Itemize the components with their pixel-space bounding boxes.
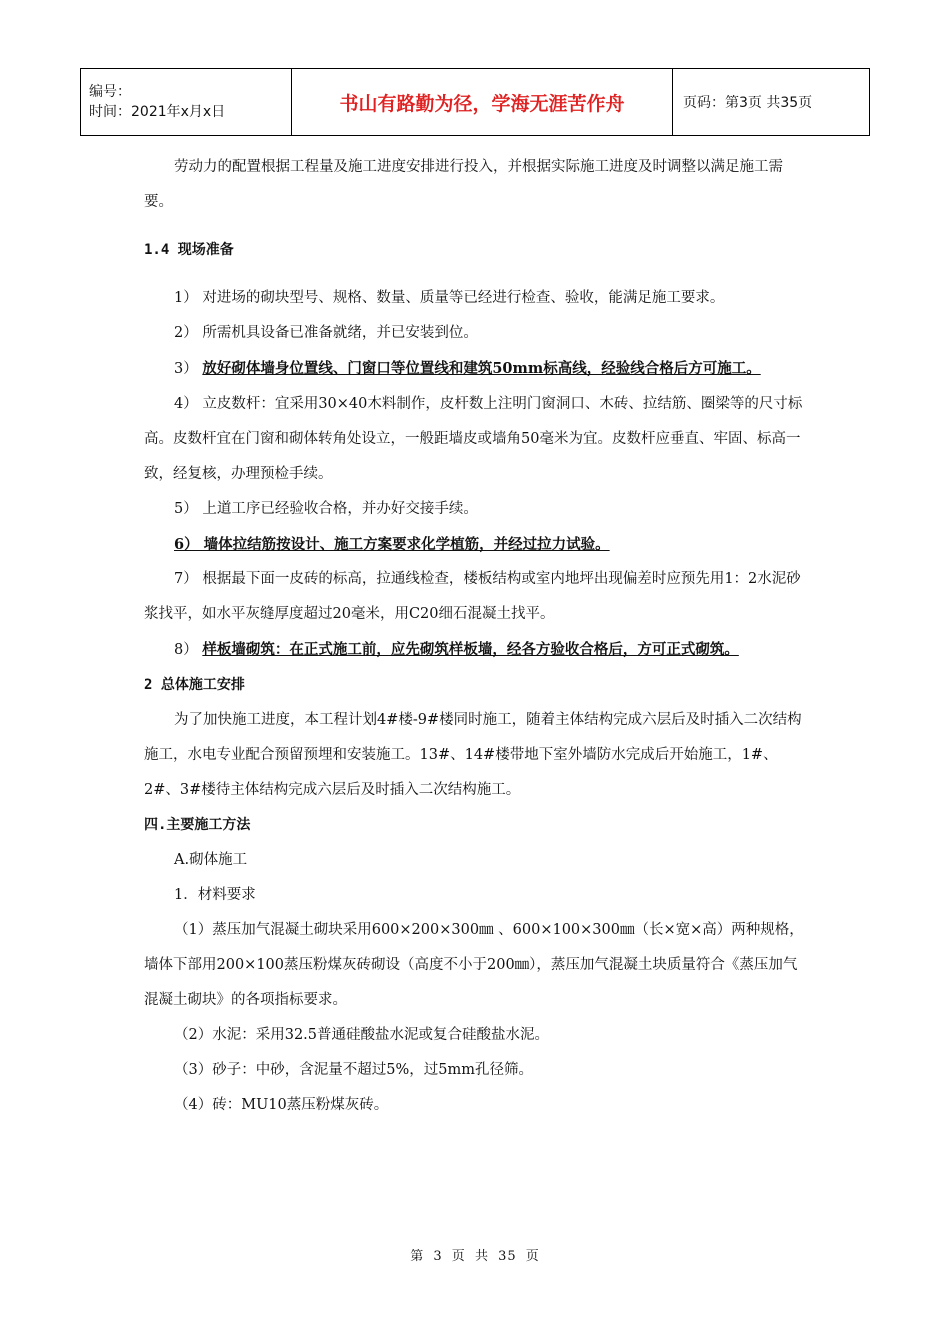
footer-page-number: 3 (433, 1249, 443, 1264)
document-date: 时间：2021年x月x日 (89, 104, 226, 120)
list-item-5: 5） 上道工序已经验收合格，并办好交接手续。 (174, 501, 478, 517)
paragraph-labor: 劳动力的配置根据工程量及施工进度安排进行投入，并根据实际施工进度及时调整以满足施工需要。 (144, 159, 783, 210)
list-item-3 (144, 351, 809, 387)
list-item-3-text: 放好砌体墙身位置线、门窗口等位置线和建筑50mm标高线，经验线合格后方可施工。 (202, 360, 761, 377)
footer-total-prefix: 共 (474, 1249, 489, 1264)
list-item-8-number: 8） (174, 642, 203, 658)
subsection-masonry: A.砌体施工 (174, 852, 248, 868)
material-item-3: （3）砂子：中砂，含泥量不超过5%，过5mm孔径筛。 (174, 1062, 533, 1078)
document-number-label: 编号： (89, 84, 131, 100)
subsection-materials: 1．材料要求 (174, 887, 256, 903)
material-item-1: （1）蒸压加气混凝土砌块采用600×200×300㎜ 、600×100×300㎜（长×宽×高）两种规格，墙体下部用200×100蒸压粉煤灰砖砌设（高度不小于200㎜），蒸压加气混凝土块质量符合《蒸压加气混凝土砌块》的各项指标要求。 (144, 922, 804, 1008)
list-item-3-number: 3） (174, 361, 203, 377)
list-item-8-text: 样板墙砌筑：在正式施工前，应先砌筑样板墙，经各方验收合格后，方可正式砌筑。 (202, 641, 739, 658)
list-item-4: 4） 立皮数杆：宜采用30×40木料制作，皮杆数上注明门窗洞口、木砖、拉结筋、圈梁等的尺寸标高。皮数杆宜在门窗和砌体转角处设立，一般距墙皮或墙角50毫米为宜。皮数杆应垂直、牢固、标高一致，经复核，办理预检手续。 (144, 396, 803, 482)
paragraph-arrangement: 为了加快施工进度，本工程计划4#楼-9#楼同时施工，随着主体结构完成六层后及时插入二次结构施工，水电专业配合预留预埋和安装施工。13#、14#楼带地下室外墙防水完成后开始施工，1#、2#、3#楼待主体结构完成六层后及时插入二次结构施工。 (144, 712, 802, 798)
material-item-2: （2）水泥：采用32.5普通硅酸盐水泥或复合硅酸盐水泥。 (174, 1027, 550, 1043)
page-footer (0, 1245, 950, 1264)
footer-prefix: 第 (410, 1249, 425, 1264)
list-item-2: 2） 所需机具设备已准备就绪，并已安装到位。 (174, 325, 478, 341)
list-item-6: 6） 墙体拉结筋按设计、施工方案要求化学植筋，并经过拉力试验。 (174, 536, 610, 553)
header-motto: 书山有路勤为径，学海无涯苦作舟 (292, 69, 673, 136)
list-item-7: 7） 根据最下面一皮砖的标高，拉通线检查，楼板结构或室内地坪出现偏差时应预先用1：2水泥砂浆找平，如水平灰缝厚度超过20毫米，用C20细石混凝土找平。 (144, 571, 801, 622)
footer-total-pages: 35 (498, 1249, 517, 1264)
footer-page-suffix: 页 (451, 1249, 466, 1264)
section-heading-overall-arrangement: 2 总体施工安排 (144, 677, 245, 693)
list-item-8 (144, 632, 809, 668)
section-heading-site-preparation: 1.4 现场准备 (144, 242, 234, 258)
section-heading-methods: 四.主要施工方法 (144, 817, 251, 833)
header-table (80, 68, 870, 136)
list-item-1: 1） 对进场的砌块型号、规格、数量、质量等已经进行检查、验收，能满足施工要求。 (174, 290, 725, 306)
material-item-4: （4）砖：MU10蒸压粉煤灰砖。 (174, 1097, 389, 1113)
footer-total-suffix: 页 (525, 1249, 540, 1264)
document-body (144, 150, 809, 1123)
header-page-info: 页码：第3页 共35页 (673, 69, 870, 136)
header-left-cell (81, 69, 292, 136)
